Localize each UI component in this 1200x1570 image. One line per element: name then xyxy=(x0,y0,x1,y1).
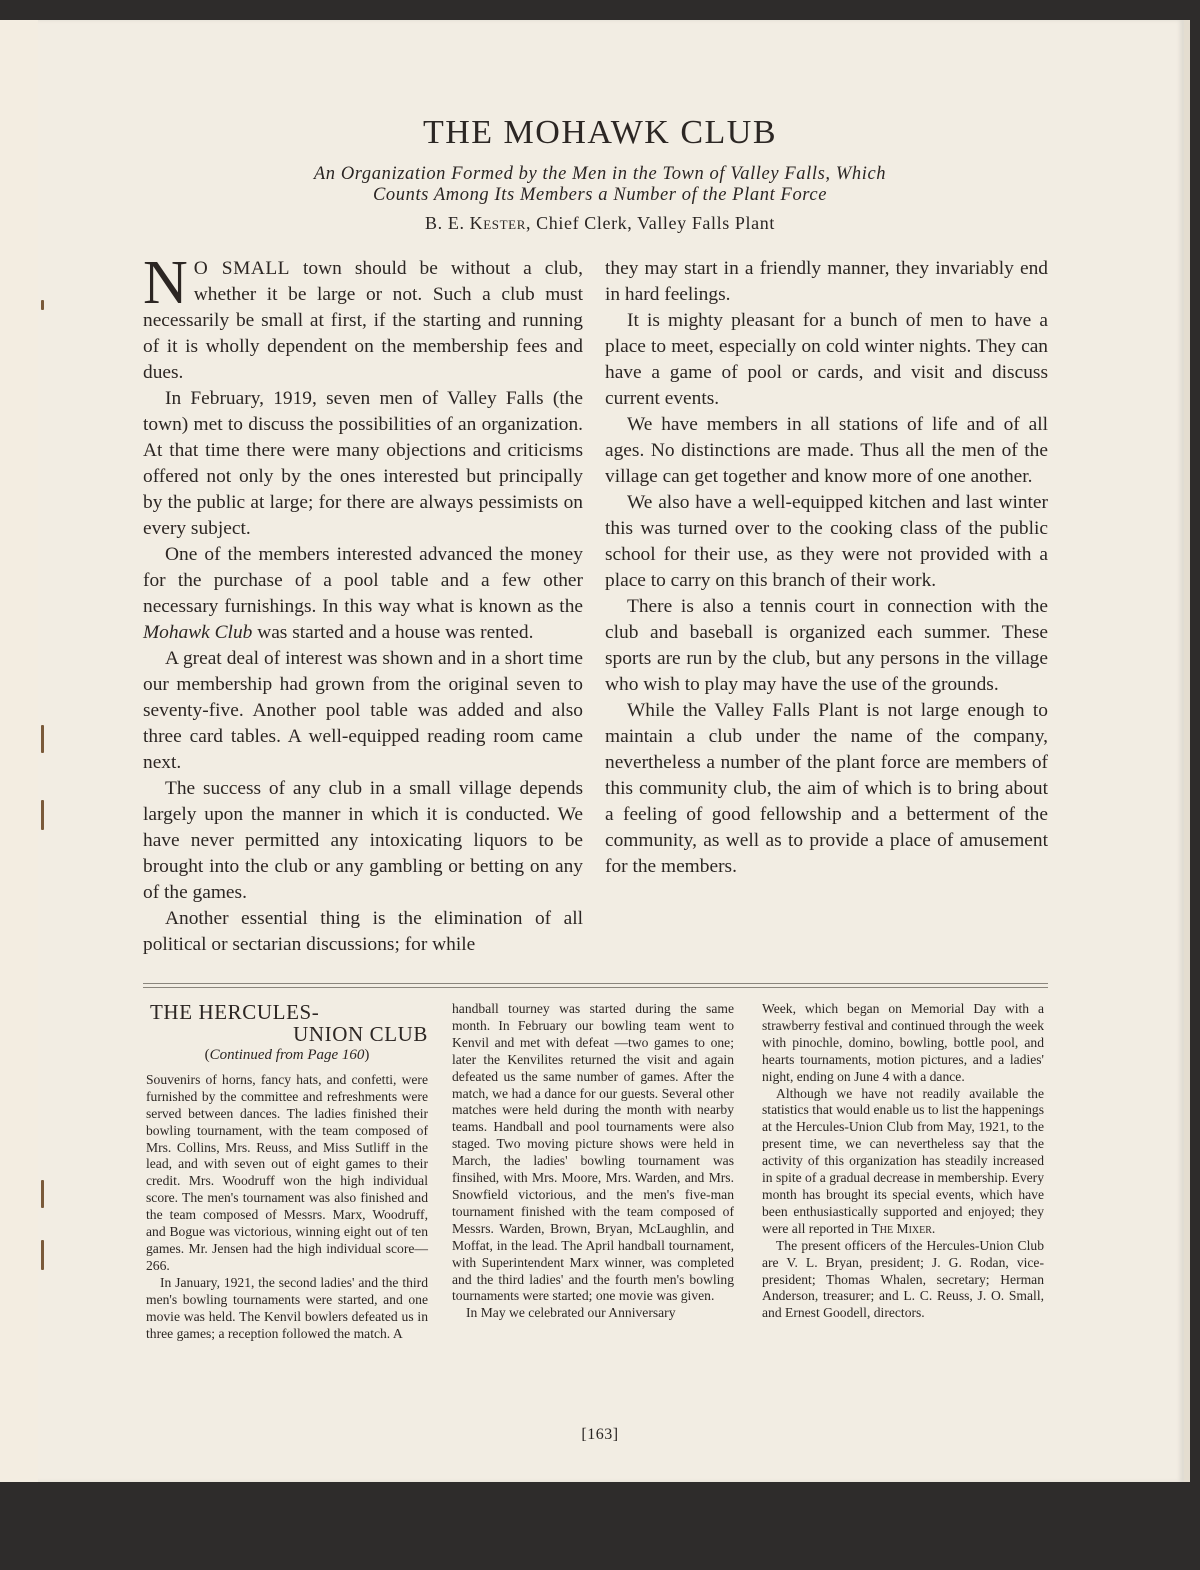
paragraph: handball tourney was started during the same month. In February our bowling team went to Kenvil and met with defeat —two games to one; later the Kenvilites returned the visit and again defeated us the same number of games. After the match, we had a dance for our guests. Several other matches were held during the month with nearby teams. Handball and pool tournaments were also staged. Two moving picture shows were held in March, the ladies' bowling tournament was finsihed, with Mrs. Moore, Mrs. Warden, and Mrs. Snowfield victorious, and the men's five-man tournament finished with the team composed of Messrs. Warden, Brown, Bryan, McLaughlin, and Moffat, in the lead. The April handball tournament, with Superintendent Marx winner, was completed and the third ladies' and the fourth men's bowling tournaments were started; one movie was given. xyxy=(452,1001,734,1304)
paragraph xyxy=(762,1086,1044,1238)
continued-column-2 xyxy=(452,1001,734,1322)
paragraph: It is mighty pleasant for a bunch of men to have a place to meet, especially on cold winter nights. They can have a game of pool or cards, and visit and discuss current events. xyxy=(605,310,1048,409)
page-number: [163] xyxy=(581,1426,619,1443)
publication-name: The Mixer xyxy=(871,1220,932,1236)
paragraph-text: Although we have not readily available the statistics that would enable us to list the happenings at the Hercules-Union Club from May, 1921, to the present time, we can nevertheless say that the activity of this organization has steadily increased in spite of a gradual decrease in membership. Every month has brought its special events, which have been enthusiastically supported and enjoyed; they were all reported in xyxy=(762,1085,1044,1236)
continued-column-1 xyxy=(146,1001,428,1342)
continued-column-3 xyxy=(762,1001,1044,1322)
binding-mark xyxy=(41,1240,44,1270)
continued-article-title xyxy=(146,1001,428,1045)
article-column-right xyxy=(605,256,1048,880)
paragraph-text: One of the members interested advanced the money for the purchase of a pool table and a few other necessary furnishings. In this way what is known as the xyxy=(143,544,583,617)
byline-initials: B. E. xyxy=(425,213,470,233)
binding-mark xyxy=(41,300,44,310)
subtitle-line: An Organization Formed by the Men in the Town of Valley Falls, Which xyxy=(313,164,887,184)
article-subtitle xyxy=(100,164,1100,206)
binding-mark xyxy=(41,725,44,753)
continued-from-note: (Continued from Page 160) xyxy=(204,1047,370,1063)
club-name-italic: Mohawk Club xyxy=(143,622,253,643)
subtitle-line: Counts Among Its Members a Number of the Plant Force xyxy=(372,185,828,205)
title-line: THE HERCULES- xyxy=(150,1000,320,1024)
article-header xyxy=(100,114,1100,234)
paragraph: The present officers of the Hercules-Union Club are V. L. Bryan, president; J. G. Rodan, vice-president; Thomas Whalen, secretary; Herman Anderson, treasurer; and L. C. Reuss, J. O. Small, and Ernest Goodell, directors. xyxy=(762,1237,1044,1321)
paragraph-text: . xyxy=(931,1220,936,1236)
binding-mark xyxy=(41,1180,44,1208)
opening-text: town should be without a club, whether it be large or not. Such a club must necessarily be small at first, if the starting and running of it is wholly dependent on the membership fees and dues. xyxy=(143,258,583,383)
paragraph: A great deal of interest was shown and in a short time our membership had grown from the original seven to seventy-five. Another pool table was added and also three card tables. A well-equipped reading room came next. xyxy=(143,648,583,773)
paragraph-text: was started and a house was rented. xyxy=(252,622,534,643)
title-line: UNION CLUB xyxy=(293,1022,428,1046)
paragraph: In May we celebrated our Anniversary xyxy=(466,1305,676,1321)
paragraph xyxy=(143,542,583,646)
opening-paragraph xyxy=(143,249,583,386)
section-divider xyxy=(143,983,1048,984)
byline xyxy=(100,213,1100,234)
paragraph: In January, 1921, the second ladies' and the third men's bowling tournaments were started, and one movie was held. The Kenvil bowlers defeated us in three games; a reception followed the match. A xyxy=(146,1274,428,1341)
binding-mark xyxy=(41,800,44,830)
paragraph: Souvenirs of horns, fancy hats, and confetti, were furnished by the committee and refreshments were served between dances. The ladies finished their bowling tournament, with the team composed of Mrs. Collins, Mrs. Reuss, and Miss Sutliff in the lead, and with seven out of eight games to their credit. Mrs. Woodruff won the high individual score. The men's tournament was also finished and the team composed of Messrs. Marx, Woodruff, and Bogue was victorious, winning eight out of ten games. Mr. Jensen had the high individual score—266. xyxy=(146,1071,428,1273)
paragraph: We also have a well-equipped kitchen and last winter this was turned over to the cooking class of the public school for their use, as they were not provided with a place to carry on this branch of their work. xyxy=(605,492,1048,591)
opening-caps: O SMALL xyxy=(193,258,291,279)
continued-paragraph: they may start in a friendly manner, they invariably end in hard feelings. xyxy=(605,258,1048,305)
page-right-edge xyxy=(1184,20,1190,1482)
drop-cap: N xyxy=(143,249,188,317)
previous-page-edge xyxy=(0,20,40,1482)
paragraph: In February, 1919, seven men of Valley Falls (the town) met to discuss the possibilities of an organization. At that time there were many objections and criticisms offered not only by the ones interested but principally by the public at large; for there are always pessimists on every subject. xyxy=(143,388,583,539)
paragraph: The success of any club in a small village depends largely upon the manner in which it is conducted. We have never permitted any intoxicating liquors to be brought into the club or any gambling or betting on any of the games. xyxy=(143,778,583,903)
paragraph: Another essential thing is the elimination of all political or sectarian discussions; for while xyxy=(143,908,583,955)
byline-name: Kester xyxy=(469,213,526,233)
continued-note-text: Continued from Page 160 xyxy=(209,1047,365,1063)
paragraph: We have members in all stations of life and of all ages. No distinctions are made. Thus all the men of the village can get together and know more of one another. xyxy=(605,414,1048,487)
paragraph: While the Valley Falls Plant is not large enough to maintain a club under the name of the company, nevertheless a number of the plant force are members of this community club, the aim of which is to bring about a feeling of good fellowship and a betterment of the community, as well as to provide a place of amusement for the members. xyxy=(605,700,1048,877)
section-divider xyxy=(143,987,1048,988)
byline-role: , Chief Clerk, Valley Falls Plant xyxy=(525,213,775,233)
paragraph: There is also a tennis court in connection with the club and baseball is organized each summer. These sports are run by the club, but any persons in the village who wish to play may have the use of the grounds. xyxy=(605,596,1048,695)
paragraph: Week, which began on Memorial Day with a strawberry festival and continued through the week with pinochle, domino, bowling, bottle pool, and hearts tournaments, motion pictures, and a ladies' night, ending on June 4 with a dance. xyxy=(762,1001,1044,1084)
article-column-left xyxy=(143,249,583,958)
article-title: THE MOHAWK CLUB xyxy=(422,114,778,151)
